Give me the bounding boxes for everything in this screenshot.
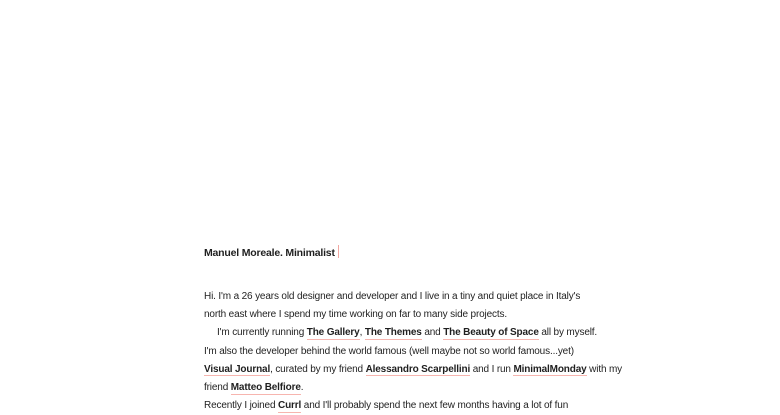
bio-text-segment: all by myself. (538, 327, 598, 339)
link-visual-journal[interactable]: Visual Journal (204, 363, 271, 375)
link-the-beauty-of-space[interactable]: The Beauty of Space (443, 327, 539, 339)
bio-line (204, 306, 594, 324)
page-title-text: Manuel Moreale. Minimalist (204, 247, 335, 259)
bio-text-segment: Recently I joined (204, 400, 279, 412)
bio-line (204, 288, 594, 306)
bio-line (204, 397, 594, 415)
link-minimalmonday[interactable]: MinimalMonday (513, 363, 587, 375)
link-alessandro-scarpellini[interactable]: Alessandro Scarpellini (365, 363, 471, 375)
bio-text-segment: I'm also the developer behind the world famous (well maybe not so world famous...yet) (204, 345, 574, 357)
link-the-gallery[interactable]: The Gallery (306, 327, 360, 339)
bio-text-segment: and (421, 327, 444, 339)
bio-line (204, 361, 623, 379)
page-title (204, 245, 594, 260)
bio-text-segment: . (300, 382, 304, 394)
bio-text-segment: , curated by my friend (270, 363, 366, 375)
bio-text-segment: Hi. I'm a 26 years old designer and developer and I live in a tiny and quiet place in Italy's (204, 291, 581, 302)
link-matteo-belfiore[interactable]: Matteo Belfiore (230, 382, 301, 394)
bio-text-segment: with my (586, 363, 623, 375)
text-caret (338, 245, 340, 258)
link-currl[interactable]: Currl (278, 400, 302, 412)
bio-text (204, 288, 623, 415)
bio-text-segment: I'm currently running (217, 327, 307, 339)
bio-line (204, 343, 594, 361)
bio-line (204, 324, 598, 342)
page-content (204, 245, 623, 415)
bio-text-segment: north east where I spend my time working on far to many side projects. (204, 309, 507, 321)
link-the-themes[interactable]: The Themes (364, 327, 422, 339)
bio-text-segment: and I run (470, 363, 514, 375)
bio-text-segment: , (359, 327, 365, 339)
bio-text-segment: friend (204, 382, 231, 394)
bio-line (204, 379, 594, 397)
bio-text-segment: and I'll probably spend the next few months having a lot of fun (301, 400, 569, 412)
